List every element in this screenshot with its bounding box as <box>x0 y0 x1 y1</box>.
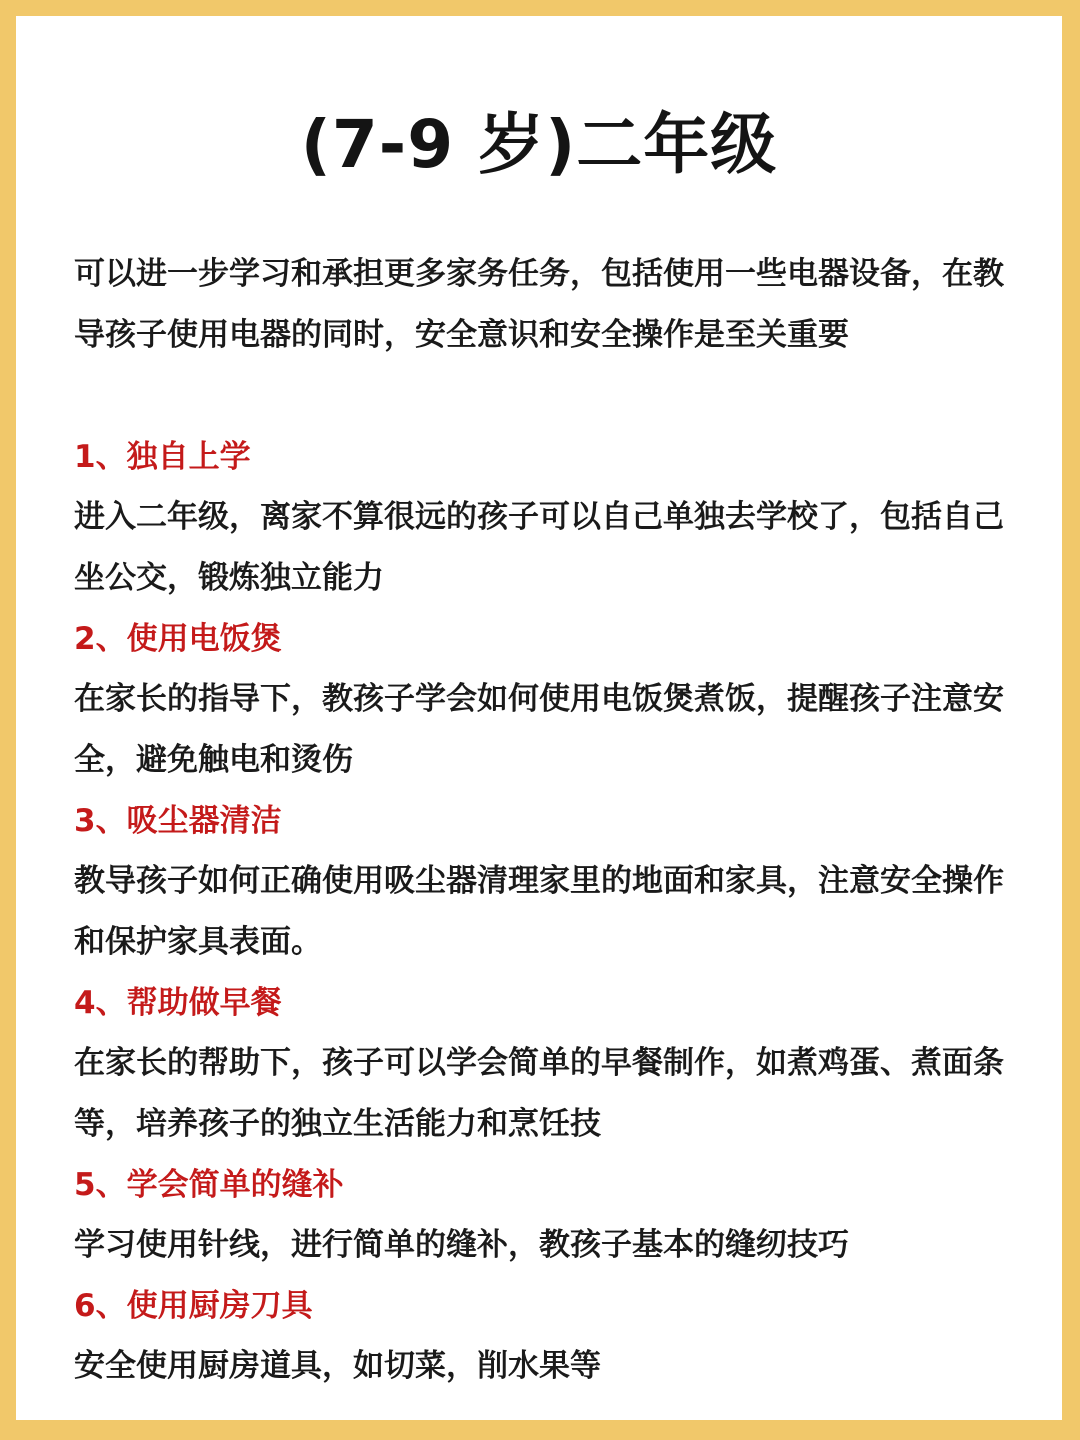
task-list <box>74 427 1032 1397</box>
task-heading: 2、使用电饭煲 <box>74 621 282 657</box>
task-description: 学习使用针线，进行简单的缝补，教孩子基本的缝纫技巧 <box>74 1227 849 1263</box>
task-heading: 5、学会简单的缝补 <box>74 1167 344 1203</box>
task-item-5 <box>74 1155 1032 1276</box>
task-description: 在家长的指导下，教孩子学会如何使用电饭煲煮饭，提醒孩子注意安全，避免触电和烫伤 <box>74 681 1004 778</box>
intro-paragraph: 可以进一步学习和承担更多家务任务，包括使用一些电器设备，在教导孩子使用电器的同时，安全意识和安全操作是至关重要 <box>74 256 1004 353</box>
task-heading: 4、帮助做早餐 <box>74 985 282 1021</box>
task-item-4 <box>74 973 1032 1155</box>
task-description: 进入二年级，离家不算很远的孩子可以自己单独去学校了，包括自己坐公交，锻炼独立能力 <box>74 499 1004 596</box>
task-heading: 3、吸尘器清洁 <box>74 803 282 839</box>
task-heading: 1、独自上学 <box>74 439 251 475</box>
task-description: 在家长的帮助下，孩子可以学会简单的早餐制作，如煮鸡蛋、煮面条等，培养孩子的独立生活能力和烹饪技 <box>74 1045 1004 1142</box>
task-heading: 6、使用厨房刀具 <box>74 1288 313 1324</box>
task-description: 教导孩子如何正确使用吸尘器清理家里的地面和家具，注意安全操作和保护家具表面。 <box>74 863 1004 960</box>
task-item-1 <box>74 427 1032 609</box>
task-item-6 <box>74 1276 1032 1397</box>
task-description: 安全使用厨房道具，如切菜，削水果等 <box>74 1348 601 1384</box>
page-title: (7-9 岁)二年级 <box>300 106 778 183</box>
task-item-2 <box>74 609 1032 791</box>
task-item-3 <box>74 791 1032 973</box>
content-card <box>16 16 1062 1420</box>
